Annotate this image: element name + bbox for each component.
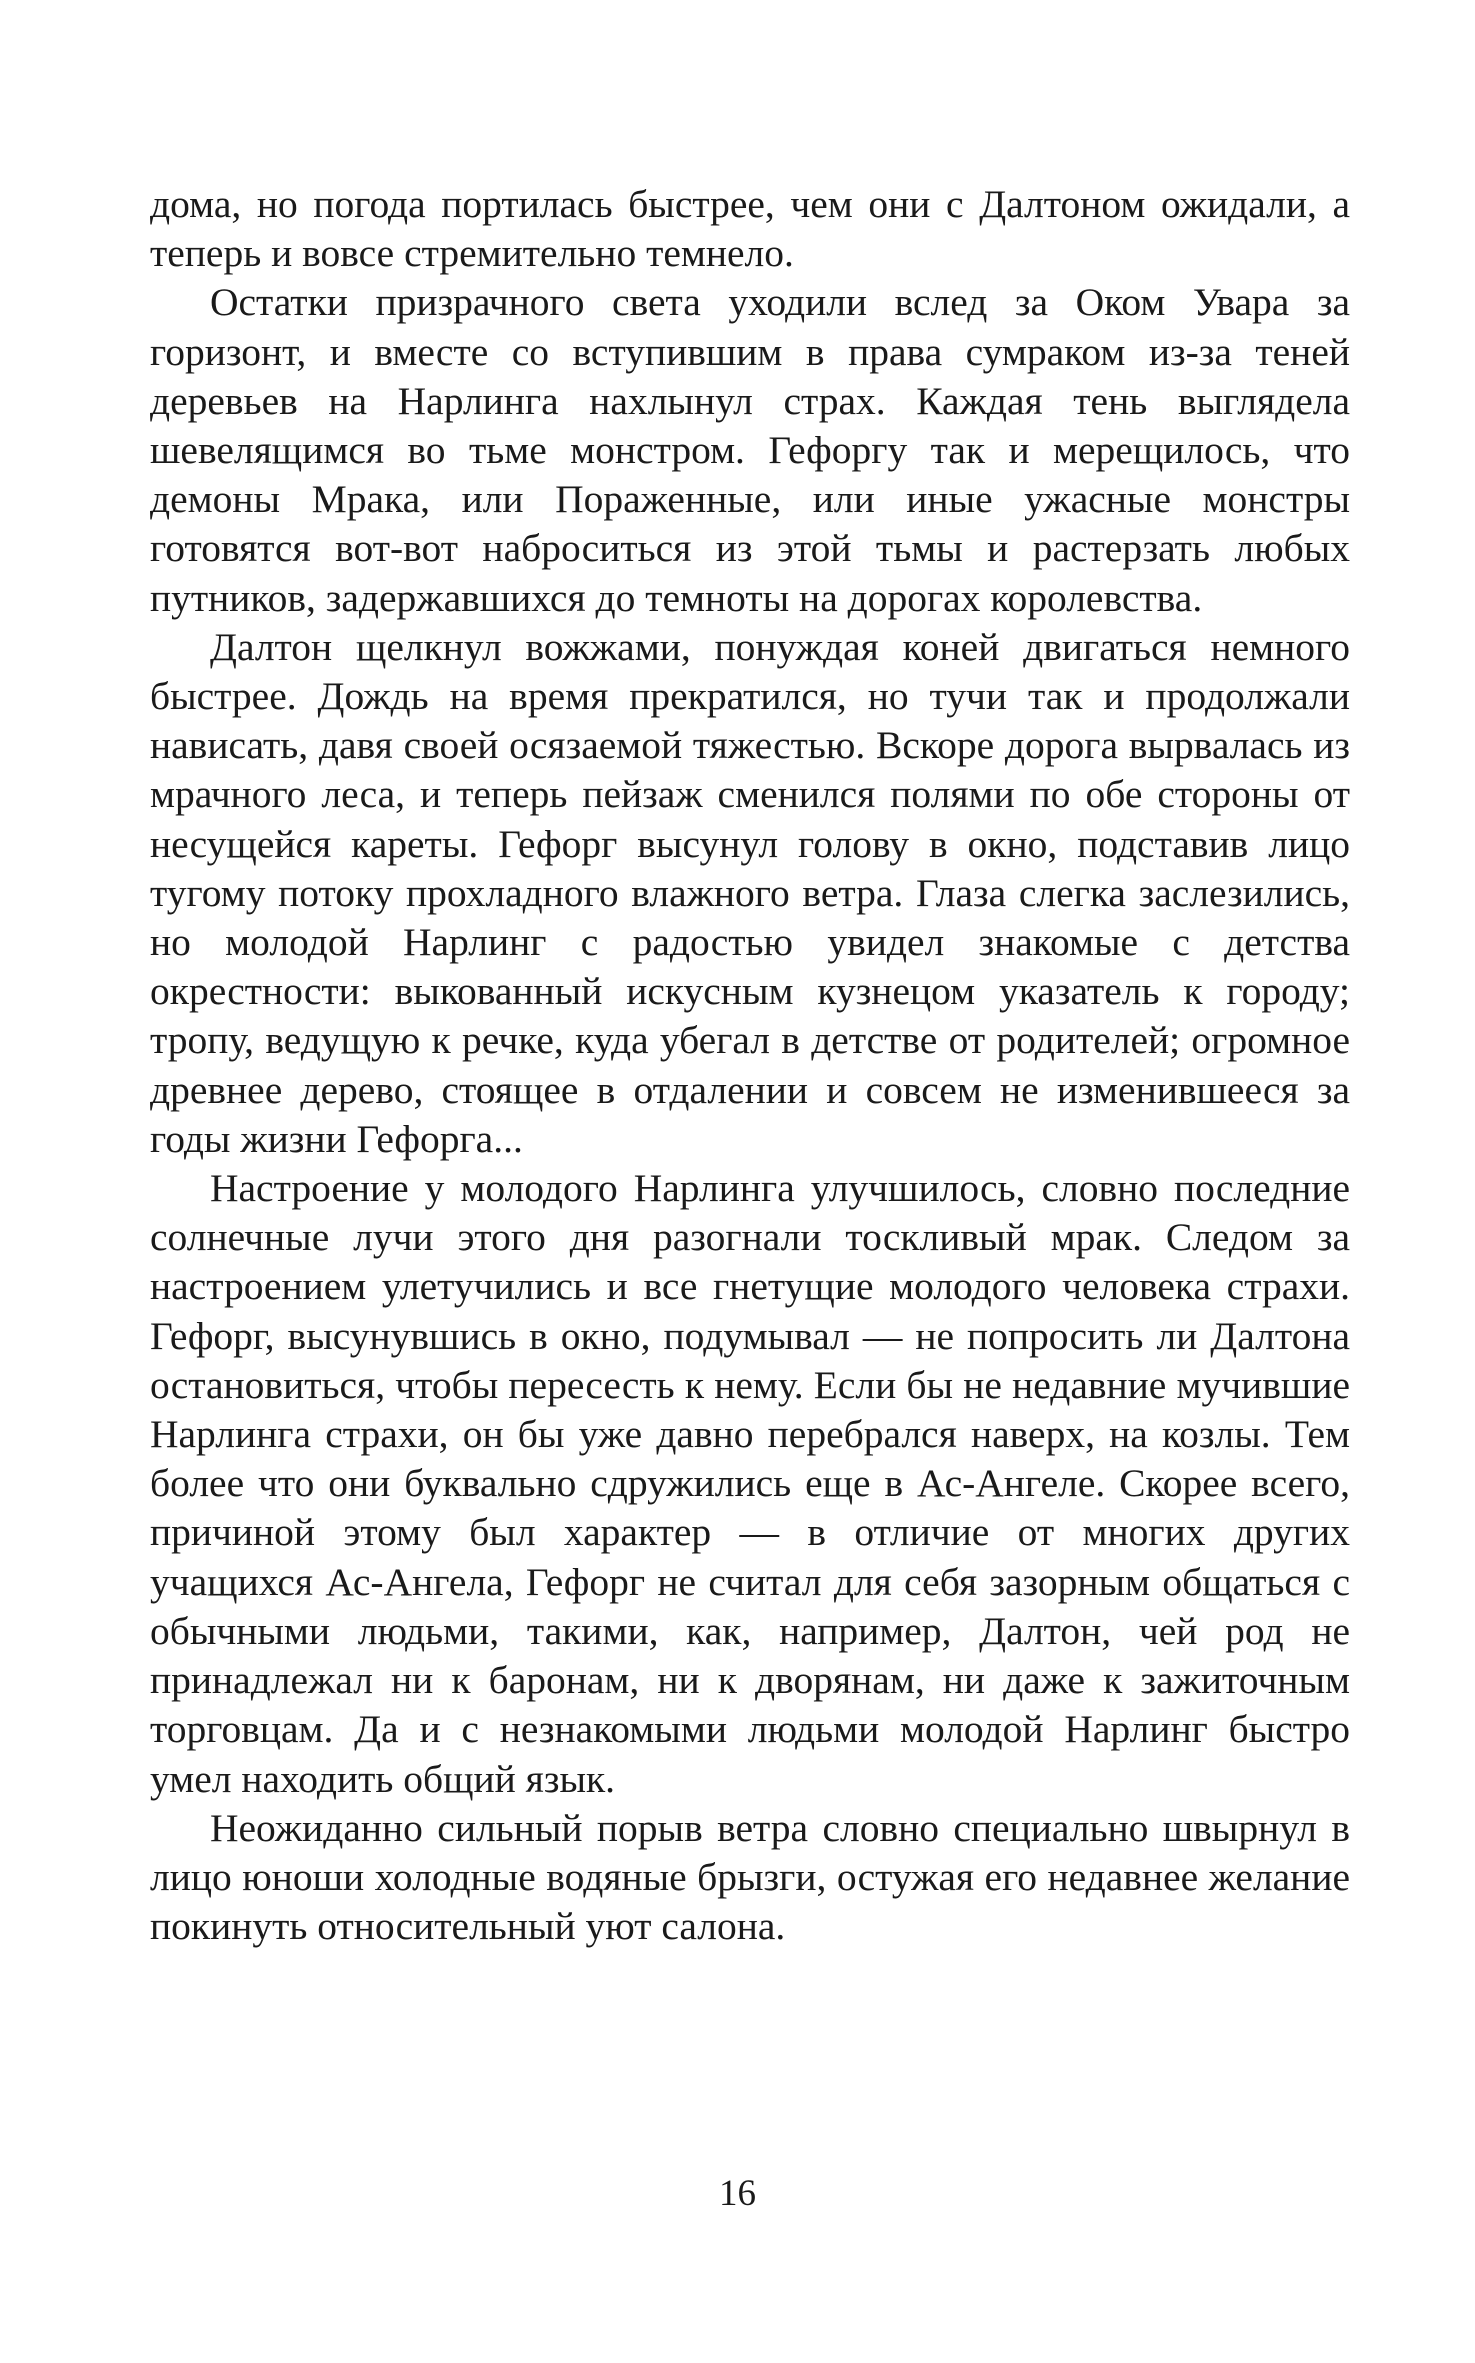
paragraph-5: Неожиданно сильный порыв ветра словно специально швырнул в лицо юноши холодные водяные брызги, остужая его недавнее желание покинуть относительный уют салона. — [150, 1805, 1350, 1949]
paragraph-4: Настроение у молодого Нарлинга улучшилось, словно последние солнечные лучи этого дня разогнали тоскливый мрак. Следом за настроением улетучились и все гнетущие молодого человека страхи. Гефорг, высунувшись в окно, подумывал — не попросить ли Далтона остановиться, чтобы пересесть к нему. Если бы не недавние мучившие Нарлинга страхи, он бы уже давно перебрался наверх, на козлы. Тем более что они буквально сдружились еще в Ас-Ангеле. Скорее всего, причиной этому был характер — в отличие от многих других учащихся Ас-Ангела, Гефорг не считал для себя зазорным общаться с обычными людьми, такими, как, например, Далтон, чей род не принадлежал ни к баронам, ни к дворянам, ни даже к зажиточным торговцам. Да и с незнакомыми людьми молодой Нарлинг быстро умел находить общий язык. — [150, 1166, 1350, 1801]
paragraph-2: Остатки призрачного света уходили вслед за Оком Увара за горизонт, и вместе со вступившим в права сумраком из-за теней деревьев на Нарлинга нахлынул страх. Каждая тень выглядела шевелящимся во тьме монстром. Гефоргу так и мерещилось, что демоны Мрака, или Пораженные, или иные ужасные монстры готовятся вот-вот наброситься из этой тьмы и растерзать любых путников, задержавшихся до темноты на дорогах королевства. — [150, 280, 1350, 620]
page-body — [150, 180, 1350, 1951]
paragraph-3: Далтон щелкнул вожжами, понуждая коней двигаться немного быстрее. Дождь на время прекратился, но тучи так и продолжали нависать, давя своей осязаемой тяжестью. Вскоре дорога вырвалась из мрачного леса, и теперь пейзаж сменился полями по обе стороны от несущейся кареты. Гефорг высунул голову в окно, подставив лицо тугому потоку прохладного влажного ветра. Глаза слегка заслезились, но молодой Нарлинг с радостью увидел знакомые с детства окрестности: выкованный искусным кузнецом указатель к городу; тропу, ведущую к речке, куда убегал в детстве от родителей; огромное древнее дерево, стоящее в отдалении и совсем не изменившееся за годы жизни Гефорга... — [150, 624, 1350, 1161]
page-number: 16 — [719, 2173, 756, 2214]
paragraph-1: дома, но погода портилась быстрее, чем они с Далтоном ожидали, а теперь и вовсе стремительно темнело. — [150, 182, 1350, 276]
